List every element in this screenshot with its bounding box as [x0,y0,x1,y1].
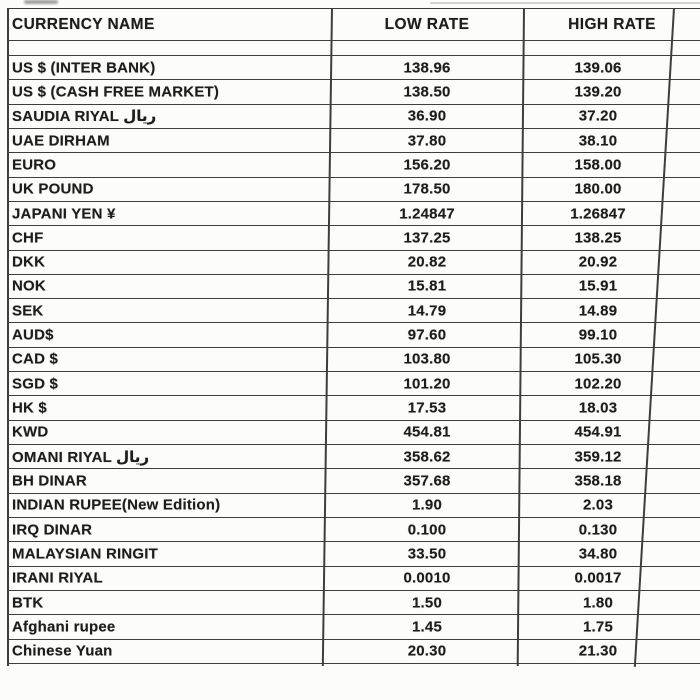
low-rate-cell: 15.81 [407,277,447,295]
table-left-border [7,8,9,666]
high-rate-cell: 138.25 [574,229,622,247]
table-row [7,421,700,445]
table-row [7,178,700,202]
currency-name-cell: AUD$ [12,326,54,344]
table-row [7,640,700,664]
currency-name-cell: JAPANI YEN ¥ [12,205,116,223]
high-rate-cell: 1.75 [583,618,613,636]
low-rate-cell: 14.79 [407,302,447,320]
high-rate-cell: 139.20 [574,83,622,101]
currency-name-cell: US $ (INTER BANK) [12,59,156,77]
low-rate-cell: 138.96 [403,59,451,77]
table-row [7,469,700,493]
low-rate-cell: 36.90 [407,107,447,125]
col-header-currency-name: CURRENCY NAME [12,15,155,33]
scan-artifact-line [430,2,700,4]
table-row [7,567,700,591]
low-rate-cell: 97.60 [407,326,447,344]
table-row [7,153,700,177]
high-rate-cell: 359.12 [574,448,622,466]
currency-name-cell: KWD [12,423,49,441]
currency-name-cell: CHF [12,229,44,247]
high-rate-cell: 105.30 [574,350,622,368]
table-row [7,251,700,275]
table-row [7,348,700,372]
high-rate-cell: 0.130 [578,521,618,539]
currency-rate-table [7,8,700,664]
table-row [7,372,700,396]
empty-row [7,41,700,56]
high-rate-cell: 14.89 [578,302,618,320]
high-rate-cell: 454.91 [574,423,622,441]
low-rate-cell: 138.50 [403,83,451,101]
low-rate-cell: 137.25 [403,229,451,247]
currency-name-cell: HK $ [12,399,47,417]
currency-name-cell: UAE DIRHAM [12,132,110,150]
high-rate-cell: 0.0017 [574,569,622,587]
table-row [7,129,700,153]
currency-name-cell: INDIAN RUPEE(New Edition) [12,496,221,514]
high-rate-cell: 180.00 [574,180,622,198]
table-row [7,615,700,639]
high-rate-cell: 99.10 [578,326,618,344]
currency-name-cell: DKK [12,253,46,271]
low-rate-cell: 1.90 [412,496,442,514]
low-rate-cell: 37.80 [407,132,447,150]
col-header-high-rate: HIGH RATE [568,15,656,33]
high-rate-cell: 1.26847 [570,205,626,223]
currency-name-cell: BTK [12,594,44,612]
scan-artifact-smudge [24,0,58,4]
table-row [7,445,700,469]
high-rate-cell: 2.03 [583,496,613,514]
currency-name-cell: BH DINAR [12,472,87,490]
table-row [7,226,700,250]
currency-name-cell: IRANI RIYAL [12,569,103,587]
high-rate-cell: 37.20 [578,107,618,125]
table-row [7,299,700,323]
table-row [7,202,700,226]
currency-name-cell: UK POUND [12,180,94,198]
currency-name-cell: OMANI RIYAL ريال [12,448,150,466]
high-rate-cell: 358.18 [574,472,622,490]
low-rate-cell: 20.30 [407,642,447,660]
high-rate-cell: 1.80 [583,594,613,612]
table-row [7,542,700,566]
table-row [7,396,700,420]
table-header-row [7,9,700,41]
low-rate-cell: 33.50 [407,545,447,563]
col-header-low-rate: LOW RATE [384,15,470,33]
low-rate-cell: 454.81 [403,423,451,441]
high-rate-cell: 18.03 [578,399,618,417]
currency-name-cell: SAUDIA RIYAL ريال [12,108,157,126]
table-row [7,518,700,542]
high-rate-cell: 158.00 [574,156,622,174]
currency-name-cell: Chinese Yuan [12,642,113,660]
currency-name-cell: EURO [12,156,57,174]
currency-name-cell: US $ (CASH FREE MARKET) [12,83,220,101]
table-row [7,494,700,518]
table-body [7,8,700,664]
table-row [7,105,700,129]
high-rate-cell: 139.06 [574,59,622,77]
low-rate-cell: 156.20 [403,156,451,174]
low-rate-cell: 20.82 [407,253,447,271]
low-rate-cell: 357.68 [403,472,451,490]
low-rate-cell: 178.50 [403,180,451,198]
currency-name-cell: IRQ DINAR [12,521,93,539]
low-rate-cell: 1.50 [412,594,442,612]
currency-name-cell: SGD $ [12,375,59,393]
high-rate-cell: 15.91 [578,277,618,295]
low-rate-cell: 358.62 [403,448,451,466]
high-rate-cell: 34.80 [578,545,618,563]
low-rate-cell: 101.20 [403,375,451,393]
high-rate-cell: 38.10 [578,132,618,150]
low-rate-cell: 17.53 [407,399,447,417]
currency-name-cell: SEK [12,302,44,320]
low-rate-cell: 103.80 [403,350,451,368]
table-row [7,591,700,615]
table-row [7,323,700,347]
currency-name-cell: Afghani rupee [12,618,116,636]
high-rate-cell: 20.92 [578,253,618,271]
table-row [7,80,700,104]
currency-name-cell: CAD $ [12,350,59,368]
low-rate-cell: 1.45 [412,618,442,636]
low-rate-cell: 0.100 [407,521,447,539]
table-row [7,56,700,80]
low-rate-cell: 0.0010 [403,569,451,587]
currency-name-cell: MALAYSIAN RINGIT [12,545,158,563]
currency-name-cell: NOK [12,277,46,295]
low-rate-cell: 1.24847 [399,205,455,223]
high-rate-cell: 21.30 [578,642,618,660]
table-row [7,275,700,299]
high-rate-cell: 102.20 [574,375,622,393]
